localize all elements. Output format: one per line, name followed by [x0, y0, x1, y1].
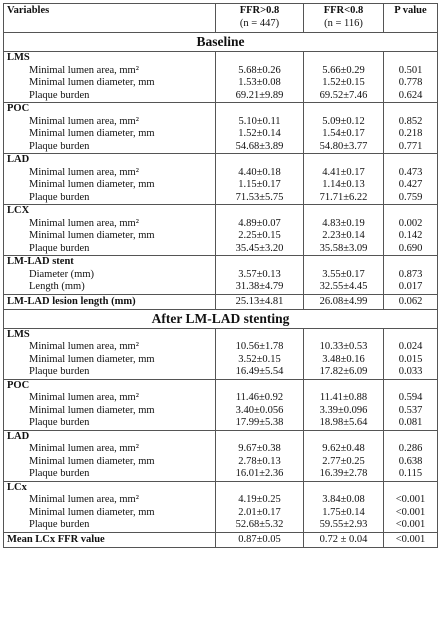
variable-label: Minimal lumen diameter, mm [29, 506, 155, 518]
single-variable-label: LM-LAD lesion length (mm) [4, 294, 216, 309]
ffr-above-value: 25.13±4.81 [216, 294, 304, 309]
p-value: 0.142 [398, 230, 423, 241]
variable-label: Minimal lumen area, mm² [29, 64, 139, 76]
p-value: 0.427 [398, 179, 423, 190]
variable-label: Minimal lumen diameter, mm [29, 353, 155, 365]
ffr-below-value: 1.54±0.17 [322, 128, 365, 139]
table-row [4, 294, 438, 309]
ffr-below-values [304, 205, 384, 256]
variable-label: Plaque burden [29, 191, 90, 203]
group-name: LAD [7, 430, 30, 442]
p-value: 0.771 [398, 140, 423, 152]
variable-label: Minimal lumen area, mm² [29, 443, 139, 454]
p-value: 0.218 [398, 128, 423, 139]
ffr-above-values [216, 154, 304, 205]
ffr-below-values [304, 154, 384, 205]
p-value: 0.081 [398, 417, 423, 428]
variable-label: Plaque burden [29, 366, 90, 377]
ffr-above-value: 54.68±3.89 [235, 140, 284, 152]
variable-label: Plaque burden [29, 519, 90, 530]
section-row [4, 309, 438, 328]
row-labels [4, 379, 216, 430]
ffr-below-value: 2.23±0.14 [322, 230, 365, 241]
table-row [4, 52, 438, 103]
p-values [384, 379, 438, 430]
ffr-below-value: 16.39±2.78 [319, 468, 368, 479]
group-name: POC [7, 103, 30, 114]
p-values [384, 328, 438, 379]
ffr-above-value: 17.99±5.38 [235, 417, 284, 428]
spacer [387, 482, 434, 495]
ffr-above-value: 3.52±0.15 [238, 353, 281, 365]
p-value: <0.001 [395, 494, 426, 505]
spacer [307, 431, 380, 444]
p-value: 0.015 [398, 353, 423, 365]
ffr-below-value: 3.39±0.096 [319, 404, 368, 416]
variable-label: Minimal lumen area, mm² [29, 341, 139, 352]
ffr-above-value: 0.87±0.05 [216, 532, 304, 547]
p-value: 0.024 [398, 341, 423, 352]
variable-label: Minimal lumen diameter, mm [29, 128, 155, 139]
header-ffr-above-label: FFR>0.8 [239, 5, 280, 16]
ffr-above-value: 2.01±0.17 [238, 506, 281, 518]
variable-label: Plaque burden [29, 140, 90, 152]
group-name: LCX [7, 205, 30, 216]
ffr-below-value: 35.58±3.09 [319, 242, 368, 254]
p-value: 0.873 [398, 268, 423, 280]
ffr-above-value: 3.57±0.13 [238, 268, 281, 280]
ffr-below-value: 54.80±3.77 [319, 140, 368, 152]
ffr-above-value: 5.68±0.26 [238, 64, 281, 76]
p-value: 0.594 [398, 392, 423, 403]
p-values [384, 430, 438, 481]
variable-label: Minimal lumen area, mm² [29, 166, 139, 178]
table-row [4, 103, 438, 154]
ffr-below-value: 10.33±0.53 [319, 341, 368, 352]
ffr-below-value: 11.41±0.88 [319, 392, 368, 403]
p-value: 0.624 [398, 89, 423, 101]
p-value: <0.001 [395, 519, 426, 530]
p-value: <0.001 [395, 506, 426, 518]
spacer [219, 52, 300, 65]
ffr-below-value: 71.71±6.22 [319, 191, 368, 203]
ffr-above-value: 31.38±4.79 [235, 281, 284, 292]
section-row [4, 33, 438, 52]
variable-label: Minimal lumen diameter, mm [29, 230, 155, 241]
row-labels [4, 256, 216, 295]
ffr-below-value: 59.55±2.93 [319, 519, 368, 530]
group-name: POC [7, 379, 30, 391]
spacer [307, 380, 380, 393]
p-value: 0.062 [384, 294, 438, 309]
p-value: <0.001 [384, 532, 438, 547]
ffr-above-value: 35.45±3.20 [235, 242, 284, 254]
ffr-below-value: 69.52±7.46 [319, 89, 368, 101]
ffr-above-value: 9.67±0.38 [238, 443, 281, 454]
header-ffr-below-n: (n = 116) [324, 18, 363, 29]
p-value: 0.286 [398, 443, 423, 454]
p-value: 0.852 [398, 115, 423, 127]
spacer [387, 205, 434, 218]
ffr-below-value: 4.83±0.19 [322, 217, 365, 229]
p-values [384, 205, 438, 256]
table-row [4, 256, 438, 295]
ffr-above-values [216, 103, 304, 154]
ffr-below-values [304, 379, 384, 430]
table-row [4, 328, 438, 379]
row-labels [4, 205, 216, 256]
p-value: 0.778 [398, 77, 423, 88]
variable-label: Plaque burden [29, 89, 90, 101]
group-name: LMS [7, 52, 30, 63]
table-row [4, 379, 438, 430]
ffr-above-value: 11.46±0.92 [235, 392, 284, 403]
variable-label: Minimal lumen area, mm² [29, 217, 139, 229]
ffr-above-value: 1.52±0.14 [238, 128, 281, 139]
ffr-above-value: 2.78±0.13 [238, 455, 281, 467]
p-value: 0.537 [398, 404, 423, 416]
ffr-above-value: 69.21±9.89 [235, 89, 284, 101]
ffr-below-value: 26.08±4.99 [304, 294, 384, 309]
spacer [387, 103, 434, 116]
variable-label: Minimal lumen area, mm² [29, 392, 139, 403]
spacer [219, 256, 300, 269]
ffr-above-value: 4.89±0.07 [238, 217, 281, 229]
row-labels [4, 430, 216, 481]
row-labels [4, 328, 216, 379]
ffr-below-values [304, 256, 384, 295]
table-row [4, 532, 438, 547]
variable-label: Diameter (mm) [29, 268, 95, 280]
header-variables: Variables [4, 4, 216, 33]
data-table [3, 3, 438, 548]
header-ffr-above-n: (n = 447) [239, 18, 280, 29]
ffr-above-value: 10.56±1.78 [235, 341, 284, 352]
p-values [384, 103, 438, 154]
row-labels [4, 103, 216, 154]
group-name: LAD [7, 154, 30, 165]
spacer [307, 154, 380, 167]
section-title: Baseline [4, 33, 438, 52]
ffr-below-value: 5.09±0.12 [322, 115, 365, 127]
header-ffr-below [304, 4, 384, 33]
spacer [387, 329, 434, 342]
variable-label: Plaque burden [29, 468, 90, 479]
ffr-above-value: 3.40±0.056 [235, 404, 284, 416]
ffr-below-value: 2.77±0.25 [322, 455, 365, 467]
ffr-above-values [216, 481, 304, 532]
spacer [307, 52, 380, 65]
variable-label: Minimal lumen diameter, mm [29, 404, 155, 416]
ffr-below-values [304, 481, 384, 532]
p-value: 0.638 [398, 455, 423, 467]
p-value: 0.002 [398, 217, 423, 229]
spacer [387, 256, 434, 269]
spacer [387, 380, 434, 393]
spacer [219, 103, 300, 116]
ffr-below-value: 1.14±0.13 [322, 179, 365, 190]
variable-label: Minimal lumen area, mm² [29, 494, 139, 505]
ffr-below-value: 5.66±0.29 [322, 64, 365, 76]
row-labels [4, 154, 216, 205]
ffr-above-value: 2.25±0.15 [238, 230, 281, 241]
ffr-below-value: 17.82±6.09 [319, 366, 368, 377]
ffr-below-values [304, 103, 384, 154]
variable-label: Plaque burden [29, 417, 90, 428]
spacer [219, 380, 300, 393]
spacer [219, 329, 300, 342]
spacer [387, 154, 434, 167]
spacer [307, 256, 380, 269]
row-labels [4, 481, 216, 532]
ffr-above-value: 16.49±5.54 [235, 366, 284, 377]
header-ffr-below-label: FFR<0.8 [323, 5, 364, 16]
ffr-above-values [216, 379, 304, 430]
p-value: 0.501 [398, 64, 423, 76]
ffr-below-value: 3.48±0.16 [322, 353, 365, 365]
ffr-below-values [304, 328, 384, 379]
single-variable-label: Mean LCx FFR value [4, 532, 216, 547]
variable-label: Minimal lumen area, mm² [29, 115, 139, 127]
ffr-above-value: 1.15±0.17 [238, 179, 281, 190]
spacer [307, 482, 380, 495]
variable-label: Minimal lumen diameter, mm [29, 77, 155, 88]
section-title: After LM-LAD stenting [4, 309, 438, 328]
ffr-below-value: 32.55±4.45 [319, 281, 368, 292]
variable-label: Plaque burden [29, 242, 90, 254]
ffr-above-value: 16.01±2.36 [235, 468, 284, 479]
ffr-above-values [216, 328, 304, 379]
ffr-below-value: 4.41±0.17 [322, 166, 365, 178]
p-value: 0.473 [398, 166, 423, 178]
ffr-above-values [216, 52, 304, 103]
p-value: 0.033 [398, 366, 423, 377]
spacer [387, 52, 434, 65]
table-row [4, 205, 438, 256]
header-p-value: P value [384, 4, 438, 33]
ffr-below-value: 3.84±0.08 [322, 494, 365, 505]
spacer [387, 431, 434, 444]
ffr-above-value: 5.10±0.11 [238, 115, 281, 127]
p-values [384, 52, 438, 103]
p-values [384, 154, 438, 205]
p-value: 0.759 [398, 191, 423, 203]
header-ffr-above [216, 4, 304, 33]
ffr-above-value: 1.53±0.08 [238, 77, 281, 88]
spacer [219, 482, 300, 495]
spacer [219, 431, 300, 444]
ffr-below-value: 3.55±0.17 [322, 268, 365, 280]
spacer [307, 329, 380, 342]
ffr-above-values [216, 256, 304, 295]
ffr-above-value: 71.53±5.75 [235, 191, 284, 203]
ffr-below-values [304, 430, 384, 481]
ffr-below-value: 1.52±0.15 [322, 77, 365, 88]
ffr-above-values [216, 205, 304, 256]
group-name: LM-LAD stent [7, 256, 74, 267]
variable-label: Length (mm) [29, 281, 85, 292]
ffr-below-value: 0.72 ± 0.04 [304, 532, 384, 547]
ffr-above-value: 52.68±5.32 [235, 519, 284, 530]
p-value: 0.690 [398, 242, 423, 254]
p-value: 0.017 [398, 281, 423, 292]
p-values [384, 256, 438, 295]
p-values [384, 481, 438, 532]
table-row [4, 154, 438, 205]
ffr-below-value: 1.75±0.14 [322, 506, 365, 518]
p-value: 0.115 [398, 468, 423, 479]
group-name: LMS [7, 328, 30, 340]
ffr-above-value: 4.40±0.18 [238, 166, 281, 178]
variable-label: Minimal lumen diameter, mm [29, 179, 155, 190]
spacer [307, 103, 380, 116]
spacer [219, 154, 300, 167]
group-name: LCx [7, 481, 27, 493]
variable-label: Minimal lumen diameter, mm [29, 455, 155, 467]
spacer [307, 205, 380, 218]
ffr-below-value: 18.98±5.64 [319, 417, 368, 428]
table-row [4, 481, 438, 532]
ffr-below-value: 9.62±0.48 [322, 443, 365, 454]
row-labels [4, 52, 216, 103]
ffr-above-values [216, 430, 304, 481]
spacer [219, 205, 300, 218]
ffr-above-value: 4.19±0.25 [238, 494, 281, 505]
table-header-row [4, 4, 438, 33]
ffr-below-values [304, 52, 384, 103]
table-row [4, 430, 438, 481]
